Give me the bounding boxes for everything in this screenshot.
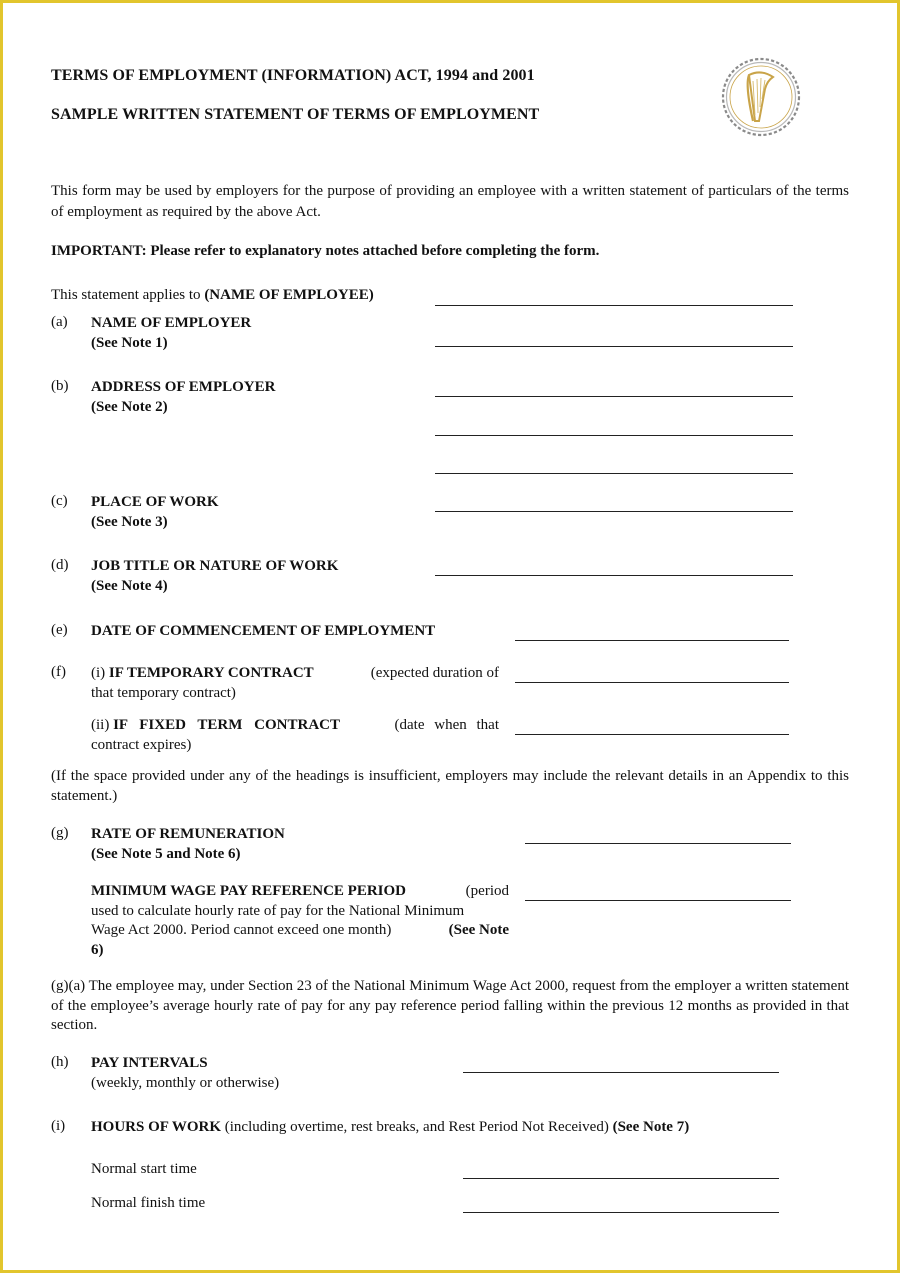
employer-address-field-2[interactable] bbox=[435, 435, 793, 436]
fixed-title: IF FIXED TERM CONTRACT bbox=[113, 717, 341, 733]
hours-of-work-label bbox=[91, 1118, 689, 1138]
fixed-prefix: (ii) bbox=[91, 717, 114, 733]
min-wage-line-3 bbox=[91, 921, 509, 941]
temporary-contract-field[interactable] bbox=[515, 682, 789, 683]
note-7-ref: (See Note 7) bbox=[612, 1119, 690, 1135]
min-wage-line-4: 6) bbox=[91, 941, 104, 958]
temporary-contract-line-1 bbox=[91, 664, 499, 684]
temporary-contract-line-2: that temporary contract) bbox=[91, 684, 236, 701]
harp-seal-icon bbox=[719, 55, 803, 139]
place-of-work-title: PLACE OF WORK bbox=[91, 494, 219, 510]
document-subtitle: SAMPLE WRITTEN STATEMENT OF TERMS OF EMPLOYMENT bbox=[51, 106, 540, 123]
normal-start-time-field[interactable] bbox=[463, 1178, 779, 1179]
job-title-field[interactable] bbox=[435, 575, 793, 576]
employer-address-field-3[interactable] bbox=[435, 473, 793, 474]
commencement-date-label: DATE OF COMMENCEMENT OF EMPLOYMENT bbox=[91, 623, 436, 639]
item-letter-e: (e) bbox=[51, 622, 68, 638]
normal-finish-time-label: Normal finish time bbox=[91, 1195, 206, 1211]
temp-desc: (expected duration of bbox=[370, 665, 499, 681]
important-text: Please refer to explanatory notes attached before completing the form. bbox=[150, 243, 600, 259]
min-wage-period-label bbox=[91, 882, 509, 960]
min-wage-line-3-text: Wage Act 2000. Period cannot exceed one month) bbox=[91, 922, 392, 938]
item-letter-d: (d) bbox=[51, 557, 69, 573]
pay-intervals-field[interactable] bbox=[463, 1072, 779, 1073]
item-letter-b: (b) bbox=[51, 378, 69, 394]
remuneration-label bbox=[91, 825, 285, 864]
employer-address-label bbox=[91, 378, 275, 417]
important-label: IMPORTANT: bbox=[51, 243, 147, 259]
note-6-ref: (See Note bbox=[448, 922, 509, 938]
item-letter-f: (f) bbox=[51, 664, 66, 680]
temp-title: IF TEMPORARY CONTRACT bbox=[108, 665, 314, 681]
space-insufficient-note: (If the space provided under any of the headings is insufficient, employers may include the relevant details in an Appendix to this statement.) bbox=[51, 768, 849, 804]
fixed-term-line-2: contract expires) bbox=[91, 736, 192, 753]
document-title: TERMS OF EMPLOYMENT (INFORMATION) ACT, 1994 and 2001 bbox=[51, 67, 535, 84]
temporary-contract-label bbox=[91, 664, 499, 703]
place-of-work-field[interactable] bbox=[435, 511, 793, 512]
temp-prefix: (i) bbox=[91, 665, 109, 681]
item-letter-h: (h) bbox=[51, 1054, 69, 1070]
min-wage-period-field[interactable] bbox=[525, 900, 791, 901]
applies-to-label bbox=[51, 287, 374, 304]
fixed-term-contract-field[interactable] bbox=[515, 734, 789, 735]
employee-name-label: (NAME OF EMPLOYEE) bbox=[204, 287, 374, 303]
place-of-work-label bbox=[91, 493, 219, 532]
item-letter-i: (i) bbox=[51, 1118, 66, 1134]
job-title-label bbox=[91, 557, 338, 596]
job-title-title: JOB TITLE OR NATURE OF WORK bbox=[91, 558, 339, 574]
remuneration-title: RATE OF REMUNERATION bbox=[91, 826, 285, 842]
note-2-ref: (See Note 2) bbox=[91, 398, 168, 415]
pay-intervals-title: PAY INTERVALS bbox=[91, 1055, 208, 1071]
remuneration-field[interactable] bbox=[525, 843, 791, 844]
applies-text: This statement applies to bbox=[51, 287, 205, 303]
note-4-ref: (See Note 4) bbox=[91, 577, 168, 594]
pay-intervals-label bbox=[91, 1054, 279, 1093]
employee-name-field[interactable] bbox=[435, 305, 793, 306]
note-5-6-ref: (See Note 5 and Note 6) bbox=[91, 845, 241, 862]
employer-address-field-1[interactable] bbox=[435, 396, 793, 397]
employer-address-title: ADDRESS OF EMPLOYER bbox=[91, 379, 276, 395]
hours-desc: (including overtime, rest breaks, and Rest Period Not Received) bbox=[221, 1119, 613, 1135]
employer-name-label bbox=[91, 314, 251, 353]
employer-name-title: NAME OF EMPLOYER bbox=[91, 315, 252, 331]
pay-intervals-sub: (weekly, monthly or otherwise) bbox=[91, 1074, 280, 1091]
fixed-term-line-1 bbox=[91, 716, 499, 736]
important-notice bbox=[51, 243, 849, 260]
normal-start-time-label: Normal start time bbox=[91, 1161, 197, 1177]
hours-title: HOURS OF WORK bbox=[91, 1119, 222, 1135]
item-letter-g: (g) bbox=[51, 825, 69, 841]
min-wage-line-2: used to calculate hourly rate of pay for the National Minimum bbox=[91, 902, 465, 919]
item-letter-c: (c) bbox=[51, 493, 68, 509]
average-hourly-rate-note: (g)(a) The employee may, under Section 23 of the National Minimum Wage Act 2000, request from the employer a written statement of the employee’s average hourly rate of pay for any pay reference period falling within the previous 12 months as provided in that section. bbox=[51, 978, 849, 1033]
min-wage-title: MINIMUM WAGE PAY REFERENCE PERIOD bbox=[91, 883, 407, 899]
employer-name-field[interactable] bbox=[435, 346, 793, 347]
min-wage-period-word: (period bbox=[465, 883, 509, 899]
fixed-term-contract-label bbox=[91, 716, 499, 755]
item-letter-a: (a) bbox=[51, 314, 68, 330]
note-3-ref: (See Note 3) bbox=[91, 513, 168, 530]
min-wage-line-1 bbox=[91, 882, 509, 902]
fixed-desc: (date when that bbox=[394, 717, 499, 733]
normal-finish-time-field[interactable] bbox=[463, 1212, 779, 1213]
intro-paragraph: This form may be used by employers for the purpose of providing an employee with a written statement of particulars of the terms of employment as required by the above Act. bbox=[51, 183, 849, 220]
commencement-date-field[interactable] bbox=[515, 640, 789, 641]
note-1-ref: (See Note 1) bbox=[91, 334, 168, 351]
